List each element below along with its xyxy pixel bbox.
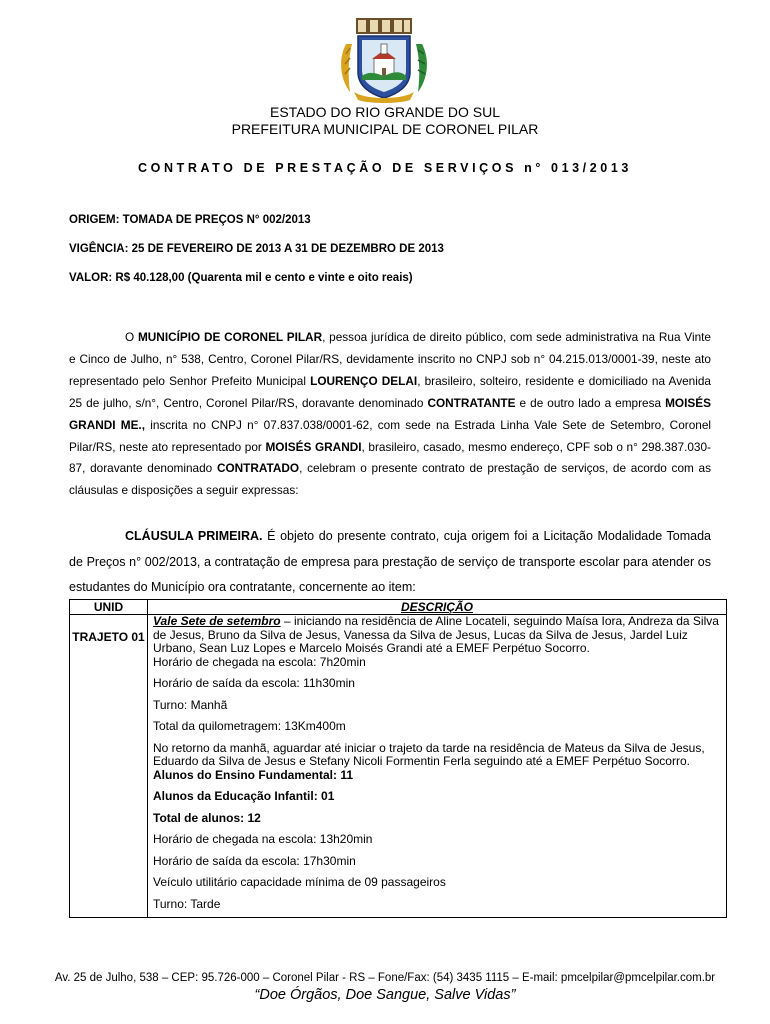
column-header-unid: UNID xyxy=(70,600,148,615)
intro-paragraph xyxy=(69,327,711,502)
unid-cell: TRAJETO 01 xyxy=(70,615,148,918)
contratante-label: CONTRATANTE xyxy=(427,395,516,410)
intro-text-6: , brasileiro, casado, mesmo endereço, CPF sob o n° 298.387.030-87, doravante denominado xyxy=(69,439,711,476)
intro-text-5: inscrita no CNPJ n° 07.837.038/0001-62, com sede na Estrada Linha Vale Sete de Setembro, Coronel Pilar/RS, neste ato representado por xyxy=(69,417,711,454)
intro-text-3: , brasileiro, solteiro, residente e domiciliado na Avenida 25 de julho, s/n°, Centro, Coronel Pilar/RS, doravante denominado xyxy=(69,373,711,410)
return-note: No retorno da manhã, aguardar até iniciar o trajeto da tarde na residência de Mateus da Silva de Jesus, Eduardo da Silva de Jesus e Stefany Nicoli Formentin Ferla seguindo até a EMEF Perpétuo Socorro. xyxy=(153,740,705,768)
intro-text-7: , celebram o presente contrato de prestação de serviços, de acordo com as cláusulas e disposições a seguir expressas: xyxy=(69,461,711,498)
route-text: – iniciando na residência de Aline Locateli, seguindo Maísa Iora, Andreza da Silva de Jesus, Bruno da Silva de Jesus, Vanessa da Silva de Jesus, Lucas da Silva de Jesus, Jardel Luiz Urbano, Sean Luz Lopes e Marcelo Moisés Grandi até a EMEF Perpétuo Socorro. xyxy=(153,614,719,655)
route-description xyxy=(153,615,723,656)
intro-text-4: e de outro lado a empresa xyxy=(515,395,666,410)
description-cell xyxy=(148,615,727,918)
shift-morning: Turno: Manhã xyxy=(153,697,228,712)
meta-vigencia: VIGÊNCIA: 25 DE FEVEREIRO DE 2013 A 31 DE DEZEMBRO DE 2013 xyxy=(69,243,444,255)
mileage: Total da quilometragem: 13Km400m xyxy=(153,719,346,733)
column-header-descricao: DESCRIÇÃO xyxy=(148,600,727,615)
arrival-afternoon: Horário de chegada na escola: 13h20min xyxy=(153,832,373,846)
municipal-crest-icon xyxy=(336,14,432,104)
company-name: MOISÉS GRANDI ME., xyxy=(69,395,711,432)
footer-address: Av. 25 de Julho, 538 – CEP: 95.726-000 – Coronel Pilar - RS – Fone/Fax: (54) 3435 1115 – E-mail: pmcelpilar@pmcelpilar.com.br xyxy=(54,972,716,984)
mayor-name: LOURENÇO DELAI xyxy=(310,373,418,388)
route-table xyxy=(69,599,727,918)
intro-text-2: , pessoa jurídica de direito público, com sede administrativa na Rua Vinte e Cinco de Julho, n° 538, Centro, Coronel Pilar/RS, devidamente inscrito no CNPJ sob n° 04.215.013/0001-39, neste ato representado pelo Senhor Prefeito Municipal xyxy=(69,330,711,388)
contract-title: CONTRATO DE PRESTAÇÃO DE SERVIÇOS n° 013/2013 xyxy=(138,161,632,175)
state-name: ESTADO DO RIO GRANDE DO SUL xyxy=(270,104,500,120)
contratado-label: CONTRATADO xyxy=(216,461,300,476)
municipality-name: MUNICÍPIO DE CORONEL PILAR xyxy=(137,330,323,344)
vehicle: Veículo utilitário capacidade mínima de 09 passageiros xyxy=(153,875,446,889)
clause-first-paragraph xyxy=(69,524,711,601)
meta-valor: VALOR: R$ 40.128,00 (Quarenta mil e cento e vinte e oito reais) xyxy=(69,272,413,284)
clause-first-text: É objeto do presente contrato, cuja origem foi a Licitação Modalidade Tomada de Preços n° 002/2013, a contratação de empresa para prestação de serviço de transporte escolar para atender os estudantes do Município ora contratante, concernente ao item: xyxy=(69,529,712,594)
departure-afternoon: Horário de saída da escola: 17h30min xyxy=(153,853,356,868)
students-total: Total de alunos: 12 xyxy=(153,810,261,825)
intro-text-1: O xyxy=(125,330,138,344)
students-infantil: Alunos da Educação Infantil: 01 xyxy=(153,789,335,803)
arrival-morning: Horário de chegada na escola: 7h20min xyxy=(153,654,366,669)
representative-name: MOISÉS GRANDI xyxy=(265,439,362,454)
departure-morning: Horário de saída da escola: 11h30min xyxy=(153,676,355,690)
clause-first-label: CLÁUSULA PRIMEIRA. xyxy=(125,529,263,543)
students-fundamental: Alunos do Ensino Fundamental: 11 xyxy=(153,767,354,782)
shift-afternoon: Turno: Tarde xyxy=(153,896,221,911)
table-row xyxy=(70,615,727,918)
meta-origem: ORIGEM: TOMADA DE PREÇOS N° 002/2013 xyxy=(69,214,311,226)
prefecture-name: PREFEITURA MUNICIPAL DE CORONEL PILAR xyxy=(231,121,539,137)
route-lead: Vale Sete de setembro xyxy=(153,614,281,628)
footer-slogan: “Doe Órgãos, Doe Sangue, Salve Vidas” xyxy=(254,987,516,1003)
table-header-row xyxy=(70,600,727,615)
